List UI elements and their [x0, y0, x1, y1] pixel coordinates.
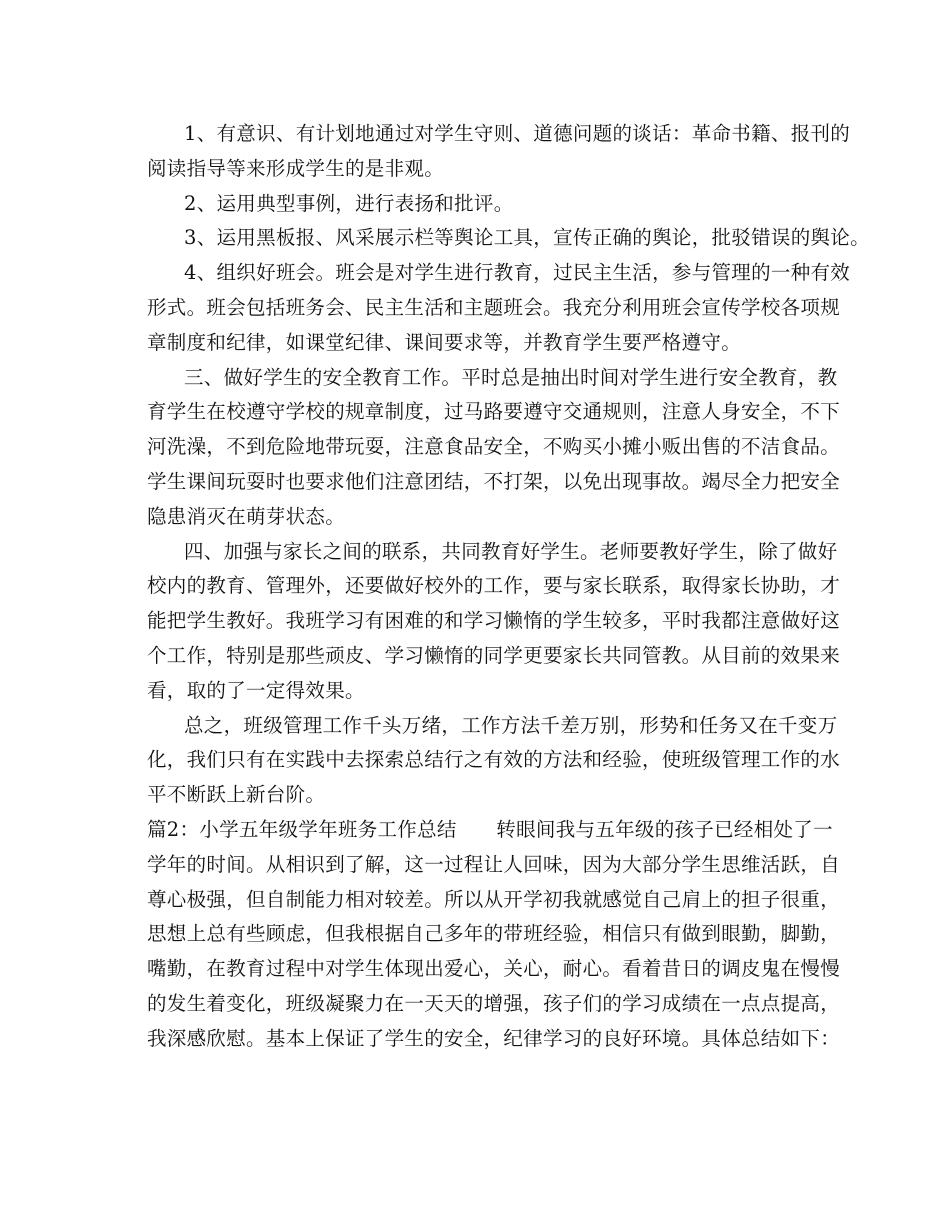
paragraph-line: 河洗澡，不到危险地带玩耍，注意食品安全，不购买小摊小贩出售的不洁食品。 [147, 435, 841, 459]
paragraph-line: 章制度和纪律，如课堂纪律、课间要求等，并教育学生要严格遵守。 [147, 330, 742, 354]
paragraph-line: 育学生在校遵守学校的规章制度，过马路要遵守交通规则，注意人身安全，不下 [147, 400, 841, 424]
paragraph-line: 1、有意识、有计划地通过对学生守则、道德问题的谈话：革命书籍、报刊的 [184, 122, 851, 145]
paragraph-line: 尊心极强，但自制能力相对较差。所以从开学初我就感觉自己肩上的担子很重， [147, 887, 841, 911]
paragraph-line: 能把学生教好。我班学习有困难的和学习懒惰的学生较多，平时我都注意做好这 [147, 609, 841, 633]
paragraph-line: 思想上总有些顾虑，但我根据自己多年的带班经验，相信只有做到眼勤，脚勤， [147, 922, 841, 946]
paragraph-line: 三、做好学生的安全教育工作。平时总是抽出时间对学生进行安全教育，教 [184, 365, 838, 389]
paragraph-line: 阅读指导等来形成学生的是非观。 [147, 156, 445, 180]
paragraph-line: 学生课间玩耍时也要求他们注意团结，不打架，以免出现事故。竭尽全力把安全 [147, 469, 841, 493]
paragraph-line: 形式。班会包括班务会、民主生活和主题班会。我充分利用班会宣传学校各项规 [147, 295, 841, 319]
paragraph-line: 四、加强与家长之间的联系，共同教育好学生。老师要教好学生，除了做好 [184, 539, 838, 563]
paragraph-line: 3、运用黑板报、风采展示栏等舆论工具，宣传正确的舆论，批驳错误的舆论。 [184, 226, 870, 250]
paragraph-line: 嘴勤，在教育过程中对学生体现出爱心，关心，耐心。看着昔日的调皮鬼在慢慢 [147, 957, 841, 981]
paragraph-line: 的发生着变化，班级凝聚力在一天天的增强，孩子们的学习成绩在一点点提高， [147, 991, 841, 1015]
paragraph-line: 看，取的了一定得效果。 [147, 678, 365, 702]
paragraph-line: 校内的教育、管理外，还要做好校外的工作，要与家长联系，取得家长协助，才 [147, 574, 841, 598]
paragraph-line: 2、运用典型事例，进行表扬和批评。 [184, 191, 514, 215]
paragraph-line: 我深感欣慰。基本上保证了学生的安全，纪律学习的良好环境。具体总结如下： [147, 1026, 841, 1050]
paragraph-line: 化，我们只有在实践中去探索总结行之有效的方法和经验，使班级管理工作的水 [147, 748, 841, 772]
paragraph-line: 平不断跃上新台阶。 [147, 783, 326, 807]
section-heading-line: 篇2：小学五年级学年班务工作总结 转眼间我与五年级的孩子已经相处了一 [147, 817, 833, 841]
paragraph-line: 总之，班级管理工作千头万绪，工作方法千差万别，形势和任务又在千变万 [184, 713, 838, 737]
paragraph-line: 4、组织好班会。班会是对学生进行教育，过民主生活，参与管理的一种有效 [184, 261, 851, 285]
document-body [147, 117, 870, 1057]
paragraph-line: 学年的时间。从相识到了解，这一过程让人回味，因为大部分学生思维活跃，自 [147, 852, 841, 876]
paragraph-line: 个工作，特别是那些顽皮、学习懒惰的同学更要家长共同管教。从目前的效果来 [147, 643, 841, 667]
paragraph-line: 隐患消灭在萌芽状态。 [147, 504, 346, 528]
